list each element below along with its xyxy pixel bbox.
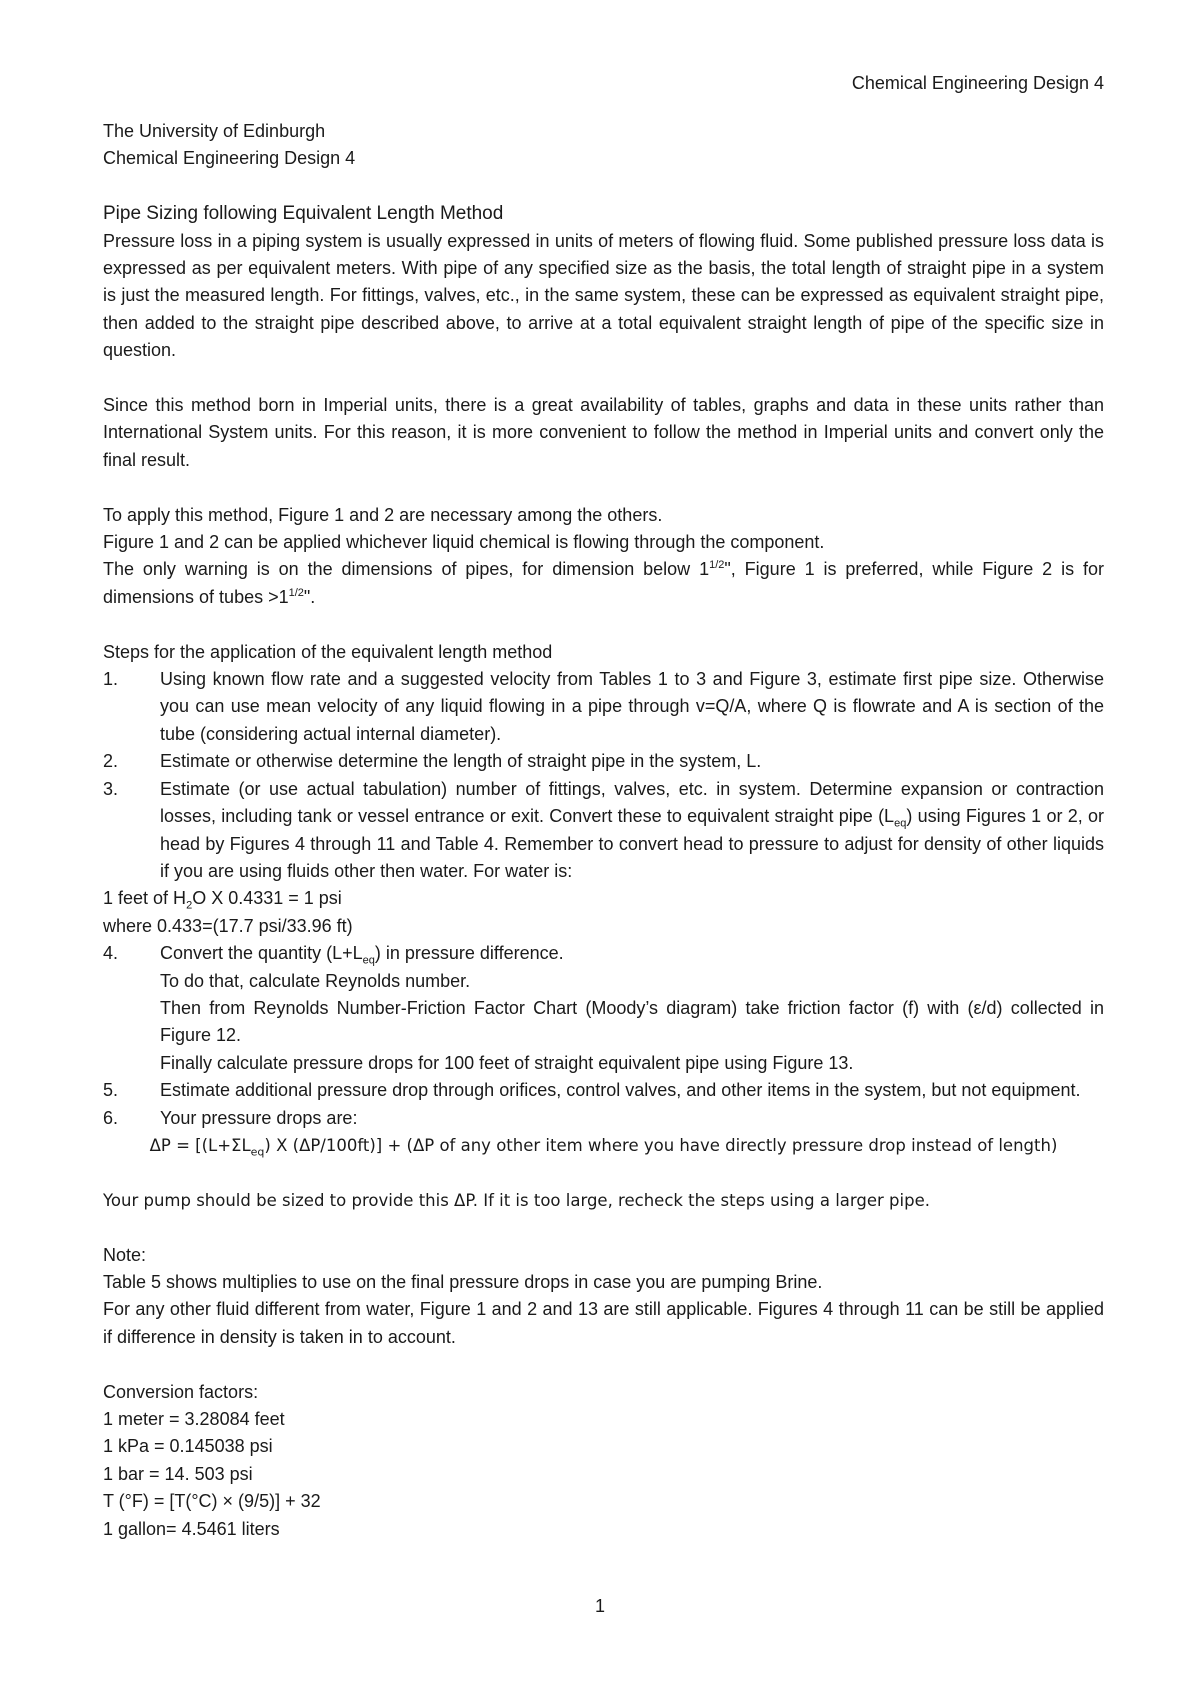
figures-line-2: Figure 1 and 2 can be applied whichever liquid chemical is flowing through the component. [103,532,825,553]
document-page [103,0,1104,1543]
conversion-bar: 1 bar = 14. 503 psi [103,1463,253,1484]
water-conversion-equation: 1 feet of $H_2O$ X 0.4331 = 1 psi [103,888,342,912]
conversion-label: Conversion factors: [103,1381,259,1402]
conversion-meter: 1 meter = 3.28084 feet [103,1408,285,1429]
water-conversion-note: where 0.433=(17.7 psi/33.96 ft) [103,915,353,936]
step-6: 6. Your pressure drops are: [103,1107,358,1128]
paragraph-imperial-units: Since this method born in Imperial units, there is a great availability of tables, graphs and data in these units rather than International System units. For this reason, it is more convenient to follow the method in Imperial units and convert only the final result. [103,395,1104,470]
note-label: Note: [103,1244,147,1265]
step-4: 4. Convert the quantity $(L+L_{eq})$ in pressure difference. To do that, calculate Reynolds number. Then from Reynolds Number-Friction Factor Chart (Moody’s diagram) take friction factor (f) with (ε/d) collected in Figure 12. Finally calculate pressure drops for 100 feet of straight equivalent pipe using Figure 13. [103,943,1104,1073]
conversion-temperature: T (°F) = [T(°C) × (9/5)] + 32 [103,1491,321,1512]
step-2: 2. Estimate or otherwise determine the length of straight pipe in the system, L. [103,751,762,772]
note-line-2: For any other fluid different from water, Figure 1 and 2 and 13 are still applicable. Figures 4 through 11 can be still be applied if difference in density is taken in to account. [103,1299,1104,1347]
course-name: Chemical Engineering Design 4 [103,148,356,169]
note-line-1: Table 5 shows multiplies to use on the final pressure drops in case you are pumping Brine. [103,1271,823,1292]
figures-warning: The only warning is on the dimensions of pipes, for dimension below $1^{1/2}$", Figure 1 is preferred, while Figure 2 is for dimensions of tubes $>1^{1/2}$". [103,559,1104,607]
step-1: 1. Using known flow rate and a suggested velocity from Tables 1 to 3 and Figure 3, estimate first pipe size. Otherwise you can use mean velocity of any liquid flowing in a pipe through v=Q/A, where Q is flowrate and A is section of the tube (considering actual internal diameter). [103,669,1104,744]
step-5: 5. Estimate additional pressure drop through orifices, control valves, and other items in the system, but not equipment. [103,1080,1081,1101]
pressure-drop-formula: $\Delta P = [(L+\Sigma L_{eq})$ X (ΔP/100ft)] + (ΔP of any other item where you have directly pressure drop instead of length) [149,1135,1058,1159]
pump-sizing-note: Your pump should be sized to provide this ΔP. If it is too large, recheck the steps using a larger pipe. [103,1190,930,1210]
steps-title: Steps for the application of the equivalent length method [103,641,553,662]
conversion-kpa: 1 kPa = 0.145038 psi [103,1436,273,1457]
university-name: The University of Edinburgh [103,121,326,141]
paragraph-intro: Pressure loss in a piping system is usually expressed in units of meters of flowing fluid. Some published pressure loss data is expressed as per equivalent meters. With pipe of any specified size as the basis, the total length of straight pipe in a system is just the measured length. For fittings, valves, etc., in the same system, these can be expressed as equivalent straight pipe, then added to the straight pipe described above, to arrive at a total equivalent straight length of pipe of the specific size in question. [103,230,1104,361]
figures-line-1: To apply this method, Figure 1 and 2 are necessary among the others. [103,504,663,525]
step-3: 3. Estimate (or use actual tabulation) number of fittings, valves, etc. in system. Determine expansion or contraction losses, including tank or vessel entrance or exit. Convert these to equivalent straight pipe $(L_{eq})$ using Figures 1 or 2, or head by Figures 4 through 11 and Table 4. Remember to convert head to pressure to adjust for density of other liquids if you are using fluids other then water. For water is: 1 feet of $H_2O$ X 0.4331 = 1 psi where 0.433=(17.7 psi/33.96 ft) [103,776,1104,940]
running-header: Chemical Engineering Design 4 [851,73,1104,93]
conversion-gallon: 1 gallon= 4.5461 liters [103,1518,280,1539]
page-number: 1 [594,1596,605,1616]
steps-list [103,666,1104,1132]
section-title: Pipe Sizing following Equivalent Length Method [103,203,504,225]
